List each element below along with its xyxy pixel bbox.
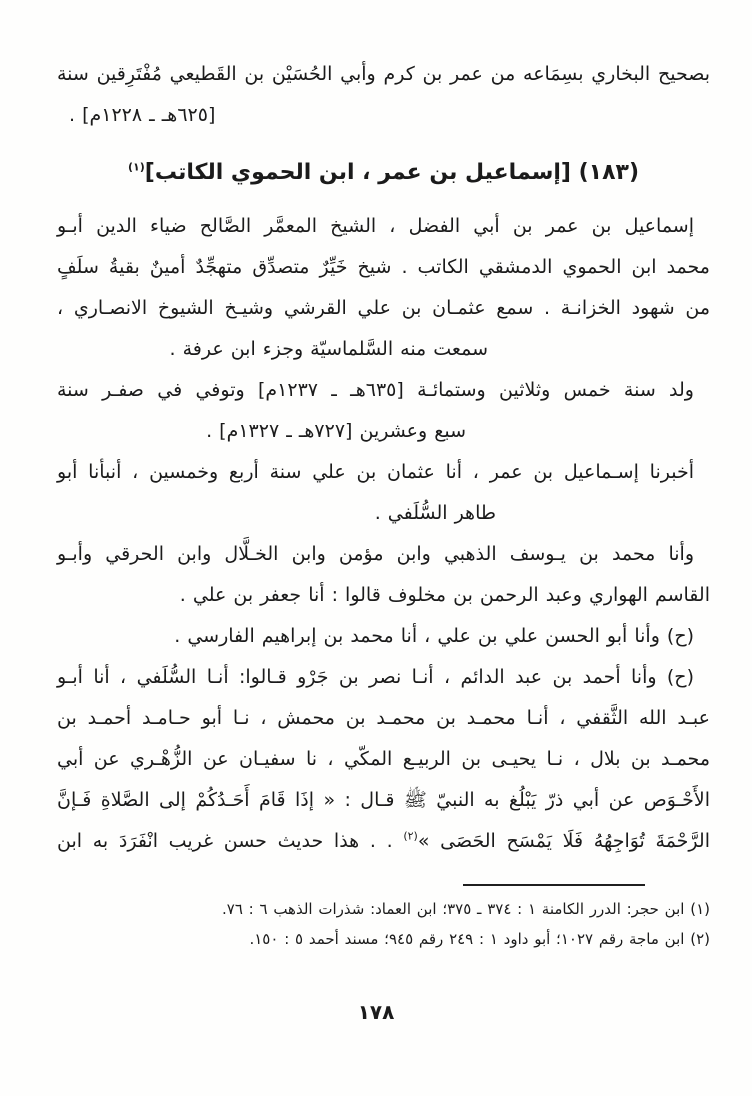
intro-line-1: بصحيح البخاري بسِمَاعه من عمر بن كرم وأبي الحُسَيْن بن القَطيعي مُفْتَرِقين سنة	[57, 63, 710, 85]
footnotes-block	[57, 894, 710, 954]
isnad-paragraph-3	[57, 616, 710, 657]
intro-paragraph	[57, 54, 710, 136]
footnote-1: (١) ابن حجر: الدرر الكامنة ١ : ٣٧٤ ـ ٣٧٥؛ ابن العماد: شذرات الذهب ٦ : ٧٦.	[221, 900, 710, 918]
dates-paragraph	[57, 370, 710, 452]
footnote-separator-rule	[463, 884, 645, 886]
isnad1-line-1: أخبرنا إسـماعيل بن عمر ، أنا عثمان بن علي سنة أربع وخمسين ، أنبأنا أبو	[57, 461, 694, 483]
entry-heading	[57, 154, 710, 192]
hadith-line-2: عبـد الله الثَّقفي ، أنـا محمـد بن محمـد بن محمش ، نـا أبو حـامـد أحمـد بن	[57, 707, 710, 729]
page-number: ١٧٨	[357, 1000, 395, 1024]
dates-line-2: سبع وعشرين [٧٢٧هـ ـ ١٣٢٧م] .	[206, 420, 466, 442]
isnad1-line-2: طاهر السُّلَفي .	[374, 502, 496, 524]
isnad-paragraph-1	[57, 452, 710, 534]
isnad2-line-1: وأنا محمد بن يـوسف الذهبي وابن مؤمن وابن الخـلَّال وابن الحرقي وأبـو	[57, 543, 694, 565]
bio-line-3: من شهود الخزانـة . سمع عثمـان بن علي القرشي وشيـخ الشيوخ الانصـاري ،	[57, 297, 710, 319]
heading-footnote-ref: (١)	[128, 160, 145, 174]
isnad3-line-1: (ح) وأنا أبو الحسن علي بن علي ، أنا محمد بن إبراهيم الفارسي .	[174, 625, 694, 647]
intro-line-2-dates: [٦٢٥هـ ـ ١٢٢٨م] .	[69, 104, 216, 126]
hadith-paragraph	[57, 657, 710, 862]
entry-heading-text: (١٨٣) [إسماعيل بن عمر ، ابن الحموي الكاتب]	[144, 160, 639, 185]
footnote-2: (٢) ابن ماجة رقم ١٠٢٧؛ أبو داود ١ : ٢٤٩ رقم ٩٤٥؛ مسند أحمد ٥ : ١٥٠.	[249, 930, 710, 948]
isnad2-line-2: القاسم الهواري وعبد الرحمن بن مخلوف قالوا : أنا جعفر بن علي .	[179, 584, 710, 606]
hadith-line-5-text: الرَّحْمَةَ تُوَاجِهُهُ فَلَا يَمْسَح الحَصَى »	[417, 830, 710, 852]
isnad-paragraph-2	[57, 534, 710, 616]
bio-line-4: سمعت منه السَّلماسيّة وجزء ابن عرفة .	[169, 338, 488, 360]
biography-paragraph	[57, 206, 710, 370]
hadith-line-1: (ح) وأنا أحمد بن عبد الدائم ، أنـا نصر بن جَرْو قـالوا: أنـا السُّلَفي ، أنا أبـو	[57, 666, 694, 688]
bio-line-2: محمد ابن الحموي الدمشقي الكاتب . شيخ خَيِّرٌ متصدِّق متهجِّدٌ أمينٌ بقيةُ سلَفٍ	[57, 256, 710, 278]
hadith-line-3: محمـد بن بلال ، نـا يحيـى بن الربيـع المكّي ، نا سفيـان عن الزُّهْـري عن أبي	[57, 748, 710, 770]
hadith-line-5-continuation: . . هذا حديث حسن غريب انْفَرَدَ به ابن	[57, 830, 404, 852]
bio-line-1: إسماعيل بن عمر بن أبي الفضل ، الشيخ المعمَّر الصَّالح ضياء الدين أبـو	[57, 215, 694, 237]
dates-line-1: ولد سنة خمس وثلاثين وستمائـة [٦٣٥هـ ـ ١٢٣٧م] وتوفي في صفـر سنة	[57, 379, 694, 401]
hadith-line-5	[57, 821, 710, 862]
hadith-footnote-ref: (٢)	[403, 829, 418, 843]
hadith-line-4: الأَحْـوَص عن أبي ذرّ يَبْلُغ به النبيّ ﷺ قـال : « إذَا قَامَ أَحَـدُكُمْ إلى الصَّلاةِ فَـإنَّ	[57, 789, 710, 811]
